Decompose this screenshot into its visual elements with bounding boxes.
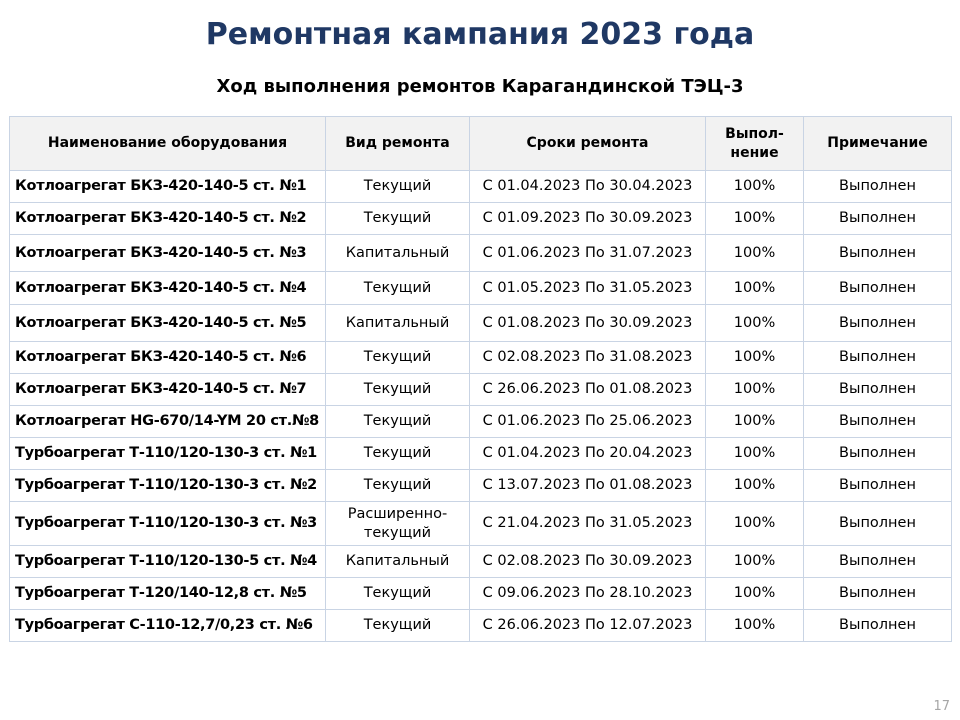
- cell-repair-kind: Текущий: [326, 578, 470, 610]
- cell-repair-dates: С 26.06.2023 По 12.07.2023: [470, 610, 706, 642]
- cell-repair-dates: С 01.04.2023 По 20.04.2023: [470, 438, 706, 470]
- cell-equipment: Котлоагрегат БКЗ-420-140-5 ст. №4: [10, 272, 326, 305]
- cell-equipment: Котлоагрегат БКЗ-420-140-5 ст. №1: [10, 171, 326, 203]
- cell-note: Выполнен: [804, 342, 952, 374]
- cell-completion: 100%: [706, 235, 804, 272]
- cell-completion: 100%: [706, 374, 804, 406]
- header-kind: Вид ремонта: [326, 117, 470, 171]
- cell-equipment: Турбоагрегат С-110-12,7/0,23 ст. №6: [10, 610, 326, 642]
- cell-repair-kind: Текущий: [326, 342, 470, 374]
- header-equipment: Наименование оборудования: [10, 117, 326, 171]
- cell-completion: 100%: [706, 578, 804, 610]
- slide-subtitle: Ход выполнения ремонтов Карагандинской ТЭЦ-3: [216, 76, 744, 97]
- cell-note: Выполнен: [804, 406, 952, 438]
- cell-completion: 100%: [706, 438, 804, 470]
- cell-note: Выполнен: [804, 610, 952, 642]
- cell-equipment: Котлоагрегат БКЗ-420-140-5 ст. №2: [10, 203, 326, 235]
- header-dates: Сроки ремонта: [470, 117, 706, 171]
- repair-table: [9, 116, 952, 642]
- cell-equipment: Котлоагрегат HG-670/14-YM 20 ст.№8: [10, 406, 326, 438]
- cell-repair-dates: С 21.04.2023 По 31.05.2023: [470, 502, 706, 546]
- table-row: [10, 502, 952, 546]
- cell-equipment: Котлоагрегат БКЗ-420-140-5 ст. №7: [10, 374, 326, 406]
- cell-note: Выполнен: [804, 305, 952, 342]
- cell-note: Выполнен: [804, 374, 952, 406]
- cell-repair-kind: Текущий: [326, 171, 470, 203]
- cell-repair-kind: Текущий: [326, 203, 470, 235]
- table-row: [10, 470, 952, 502]
- cell-repair-kind: Расширенно-текущий: [326, 502, 470, 546]
- table-row: [10, 578, 952, 610]
- cell-note: Выполнен: [804, 203, 952, 235]
- table-row: [10, 305, 952, 342]
- table-row: [10, 374, 952, 406]
- cell-repair-kind: Капитальный: [326, 235, 470, 272]
- cell-note: Выполнен: [804, 502, 952, 546]
- cell-completion: 100%: [706, 305, 804, 342]
- cell-completion: 100%: [706, 502, 804, 546]
- cell-repair-kind: Текущий: [326, 272, 470, 305]
- cell-note: Выполнен: [804, 235, 952, 272]
- cell-equipment: Котлоагрегат БКЗ-420-140-5 ст. №3: [10, 235, 326, 272]
- cell-repair-dates: С 01.09.2023 По 30.09.2023: [470, 203, 706, 235]
- cell-equipment: Турбоагрегат Т-110/120-130-5 ст. №4: [10, 546, 326, 578]
- header-completion: Выпол-нение: [706, 117, 804, 171]
- slide-title: Ремонтная кампания 2023 года: [205, 17, 755, 52]
- table-row: [10, 272, 952, 305]
- cell-note: Выполнен: [804, 171, 952, 203]
- cell-repair-kind: Капитальный: [326, 546, 470, 578]
- table-body: [10, 171, 952, 642]
- cell-repair-dates: С 01.06.2023 По 31.07.2023: [470, 235, 706, 272]
- cell-completion: 100%: [706, 171, 804, 203]
- table-row: [10, 438, 952, 470]
- table-row: [10, 171, 952, 203]
- header-note: Примечание: [804, 117, 952, 171]
- cell-equipment: Турбоагрегат Т-110/120-130-3 ст. №3: [10, 502, 326, 546]
- table-row: [10, 342, 952, 374]
- cell-completion: 100%: [706, 272, 804, 305]
- table-row: [10, 203, 952, 235]
- cell-repair-dates: С 01.06.2023 По 25.06.2023: [470, 406, 706, 438]
- table-header-row: [10, 117, 952, 171]
- cell-repair-kind: Текущий: [326, 610, 470, 642]
- cell-repair-dates: С 01.05.2023 По 31.05.2023: [470, 272, 706, 305]
- cell-equipment: Турбоагрегат Т-120/140-12,8 ст. №5: [10, 578, 326, 610]
- cell-completion: 100%: [706, 406, 804, 438]
- table-row: [10, 235, 952, 272]
- cell-repair-dates: С 09.06.2023 По 28.10.2023: [470, 578, 706, 610]
- cell-repair-dates: С 01.04.2023 По 30.04.2023: [470, 171, 706, 203]
- cell-completion: 100%: [706, 610, 804, 642]
- cell-repair-kind: Текущий: [326, 406, 470, 438]
- page-number: 17: [933, 699, 950, 714]
- cell-note: Выполнен: [804, 438, 952, 470]
- table-row: [10, 610, 952, 642]
- cell-repair-dates: С 02.08.2023 По 31.08.2023: [470, 342, 706, 374]
- cell-repair-dates: С 01.08.2023 По 30.09.2023: [470, 305, 706, 342]
- cell-completion: 100%: [706, 203, 804, 235]
- cell-equipment: Турбоагрегат Т-110/120-130-3 ст. №1: [10, 438, 326, 470]
- cell-note: Выполнен: [804, 578, 952, 610]
- cell-repair-dates: С 26.06.2023 По 01.08.2023: [470, 374, 706, 406]
- table-row: [10, 546, 952, 578]
- cell-repair-kind: Текущий: [326, 438, 470, 470]
- cell-note: Выполнен: [804, 470, 952, 502]
- cell-repair-kind: Капитальный: [326, 305, 470, 342]
- cell-note: Выполнен: [804, 546, 952, 578]
- cell-completion: 100%: [706, 342, 804, 374]
- cell-equipment: Турбоагрегат Т-110/120-130-3 ст. №2: [10, 470, 326, 502]
- cell-completion: 100%: [706, 546, 804, 578]
- cell-note: Выполнен: [804, 272, 952, 305]
- table-row: [10, 406, 952, 438]
- cell-repair-dates: С 13.07.2023 По 01.08.2023: [470, 470, 706, 502]
- cell-completion: 100%: [706, 470, 804, 502]
- cell-repair-dates: С 02.08.2023 По 30.09.2023: [470, 546, 706, 578]
- cell-equipment: Котлоагрегат БКЗ-420-140-5 ст. №5: [10, 305, 326, 342]
- cell-repair-kind: Текущий: [326, 374, 470, 406]
- cell-equipment: Котлоагрегат БКЗ-420-140-5 ст. №6: [10, 342, 326, 374]
- cell-repair-kind: Текущий: [326, 470, 470, 502]
